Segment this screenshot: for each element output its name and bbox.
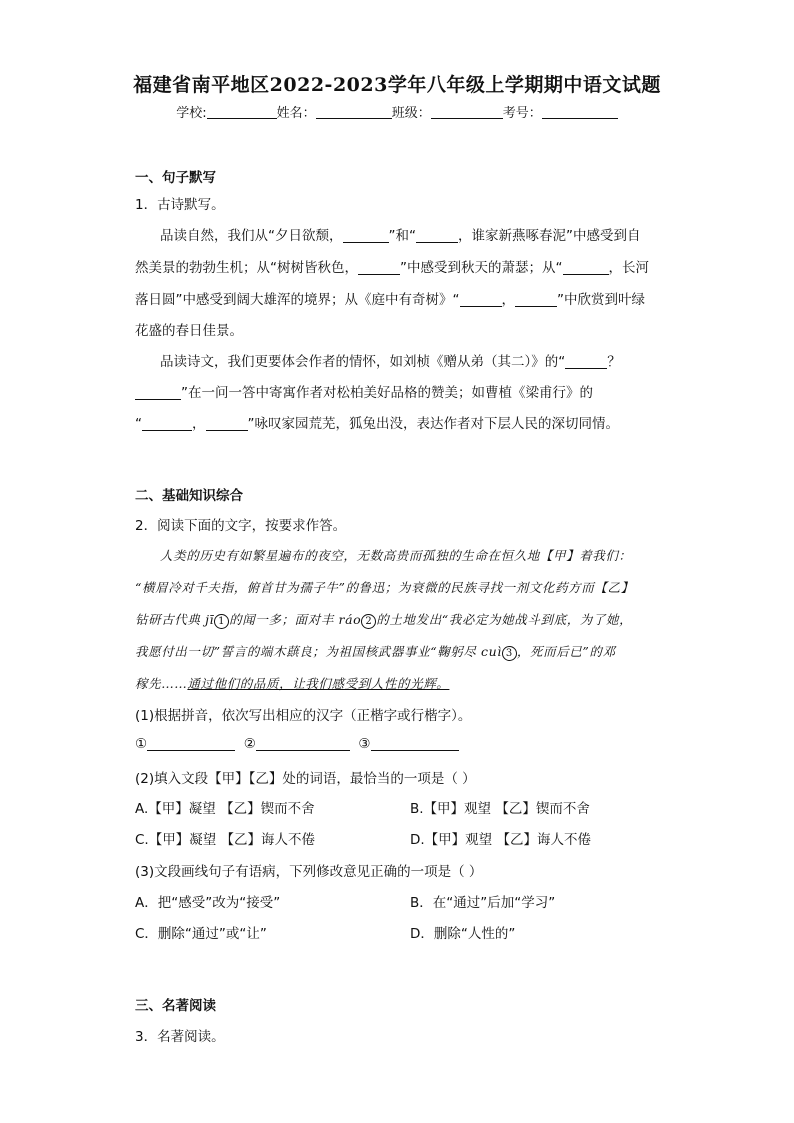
answer-blank-2[interactable]	[256, 736, 350, 751]
option-2d[interactable]: D.【甲】观望 【乙】诲人不倦	[410, 832, 591, 848]
text-span: 稼先……	[135, 676, 188, 691]
option-2b[interactable]: B.【甲】观望 【乙】锲而不舍	[410, 801, 590, 817]
text-span: ”在一问一答中寄寓作者对松柏美好品格的赞美；如曹植《梁甫行》的	[181, 385, 593, 401]
text-span: 然美景的勃勃生机；从“树树皆秋色，	[135, 260, 358, 276]
answer-blank[interactable]	[206, 416, 248, 431]
text-span: 的闻一多；面对丰 ráo	[229, 612, 362, 627]
text-span: ，	[501, 292, 515, 308]
answer-blank[interactable]	[563, 260, 609, 275]
name-field[interactable]	[316, 105, 392, 119]
answer-blank-1[interactable]	[147, 736, 235, 751]
text-span: ，死而后已”的邓	[516, 644, 616, 659]
text-span: ，	[192, 416, 206, 432]
question-2-label: 2．阅读下面的文字，按要求作答。	[135, 518, 347, 534]
passage-line-4	[135, 642, 616, 661]
section-3-heading: 三、名著阅读	[135, 998, 216, 1014]
sub-question-2: (2)填入文段【甲】【乙】处的词语，最恰当的一项是（ ）	[135, 771, 476, 787]
option-2c[interactable]: C.【甲】凝望 【乙】诲人不倦	[135, 832, 316, 848]
sub-question-1: (1)根据拼音，依次写出相应的汉字（正楷字或行楷字）。	[135, 708, 472, 724]
exam-no-label: 考号：	[502, 106, 542, 121]
text-span: ”和“	[388, 228, 416, 244]
school-label: 学校:	[176, 106, 207, 121]
text-span: 品读诗文，我们更要体会作者的情怀，如刘桢《赠从弟（其二）》的“	[160, 354, 566, 370]
answer-blank[interactable]	[358, 260, 400, 275]
option-3c[interactable]: C．删除“通过”或“让”	[135, 926, 267, 942]
circle-number-1: 1	[214, 614, 229, 629]
sub-question-1-answers	[135, 736, 459, 752]
text-span: 钻研古代典 jī	[135, 612, 215, 627]
text-span: 落日圆”中感受到阔大雄浑的境界；从《庭中有奇树》“	[135, 292, 460, 308]
passage-line-2: “横眉冷对千夫指，俯首甘为孺子牛”的鲁迅；为衰微的民族寻找一剂文化药方而【乙】	[135, 580, 634, 595]
underlined-sentence: 通过他们的品质，让我们感受到人性的光辉。	[187, 676, 450, 691]
circle-number-3: 3	[502, 646, 517, 661]
answer-blank[interactable]	[135, 385, 181, 400]
section-1-heading: 一、句子默写	[135, 170, 216, 186]
text-span: ，谁家新燕啄春泥”中感受到自	[458, 228, 641, 244]
text-span: ”中感受到秋天的萧瑟；从“	[400, 260, 563, 276]
exam-no-field[interactable]	[542, 105, 618, 119]
option-3a[interactable]: A．把“感受”改为“接受”	[135, 895, 281, 911]
answer-blank-3[interactable]	[371, 736, 459, 751]
text-span: ，长河	[608, 260, 649, 276]
answer-mark-1: ①	[135, 736, 148, 752]
answer-blank[interactable]	[343, 228, 389, 243]
name-label: 姓名：	[276, 106, 316, 121]
passage-line-1: 人类的历史有如繁星遍布的夜空，无数高贵而孤独的生命在恒久地【甲】着我们：	[160, 548, 632, 563]
answer-blank[interactable]	[515, 292, 557, 307]
school-field[interactable]	[207, 105, 277, 119]
poem-paragraph-1-line-3	[135, 288, 645, 308]
option-2a[interactable]: A.【甲】凝望 【乙】锲而不舍	[135, 801, 315, 817]
section-2-heading: 二、基础知识综合	[135, 488, 243, 504]
poem-paragraph-2-line-2	[135, 381, 593, 401]
circle-number-2: 2	[361, 614, 376, 629]
passage-line-5	[135, 674, 449, 692]
poem-paragraph-2-line-1	[160, 350, 621, 370]
page-title: 福建省南平地区2022-2023学年八年级上学期期中语文试题	[133, 74, 661, 96]
poem-paragraph-1-line-4: 花盛的春日佳景。	[135, 323, 243, 339]
sub-question-3: (3)文段画线句子有语病，下列修改意见正确的一项是（ ）	[135, 864, 483, 880]
text-span: 品读自然，我们从“夕日欲颓，	[160, 228, 343, 244]
poem-paragraph-1-line-1	[160, 224, 641, 244]
class-label: 班级：	[391, 106, 431, 121]
passage-line-3	[135, 610, 632, 629]
poem-paragraph-2-line-3	[135, 412, 619, 432]
answer-blank[interactable]	[460, 292, 502, 307]
answer-mark-2: ②	[243, 736, 256, 752]
class-field[interactable]	[431, 105, 503, 119]
answer-blank[interactable]	[416, 228, 458, 243]
text-span: 我愿付出一切”誓言的端木蕻良；为祖国核武器事业“鞠躬尽 cuì	[135, 644, 502, 659]
option-3d[interactable]: D．删除“人性的”	[410, 926, 516, 942]
text-span: “	[135, 416, 142, 432]
answer-blank[interactable]	[565, 354, 607, 369]
answer-blank[interactable]	[142, 416, 192, 431]
text-span: ”中欣赏到叶绿	[557, 292, 645, 308]
answer-mark-3: ③	[358, 736, 371, 752]
poem-paragraph-1-line-2	[135, 256, 649, 276]
text-span: ”咏叹家园荒芜，狐兔出没，表达作者对下层人民的深切同情。	[247, 416, 619, 432]
question-1-label: 1．古诗默写。	[135, 197, 225, 213]
text-span: 的土地发出“我必定为她战斗到底，为了她，	[376, 612, 633, 627]
option-3b[interactable]: B．在“通过”后加“学习”	[410, 895, 556, 911]
student-info-row	[0, 102, 794, 121]
text-span: ？	[607, 354, 621, 370]
question-3-label: 3．名著阅读。	[135, 1029, 225, 1045]
